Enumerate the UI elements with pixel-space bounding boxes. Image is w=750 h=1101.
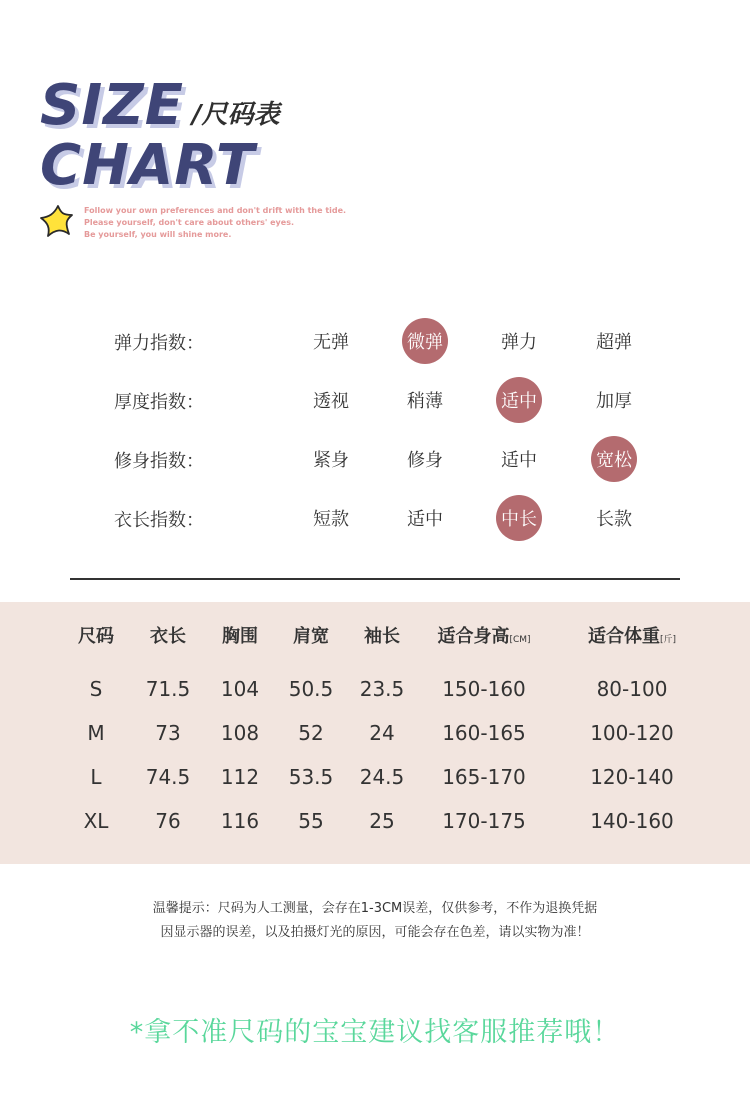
slogan-line-2: Please yourself, don't care about others' eyes. [84,218,294,227]
table-cell: 108 [220,721,260,745]
table-header-unit: [斤] [659,635,677,645]
slogan-line-3: Be yourself, you will shine more. [84,230,232,239]
table-cell: 100-120 [590,721,674,745]
table-cell: 24 [369,721,395,745]
table-header [437,622,530,648]
table-header-text: 肩宽 [293,626,329,647]
table-header [364,622,400,648]
table-cell: 73 [155,721,181,745]
index-row [0,495,750,541]
index-option: 弹力 [501,332,537,353]
index-option: 适中 [407,509,443,530]
table-header [222,622,258,648]
size-label: M [87,721,105,745]
table-header [78,622,114,648]
table-cell: 50.5 [288,677,334,701]
table-cell: 80-100 [596,677,668,701]
index-option: 无弹 [313,332,349,353]
table-cell: 52 [298,721,324,745]
table-cell: 112 [220,765,260,789]
size-label: XL [83,809,109,833]
table-cell: 116 [220,809,260,833]
index-option-selected: 中长 [496,495,542,541]
index-option: 稍薄 [407,391,443,412]
star-icon [38,204,78,240]
index-option: 修身 [407,450,443,471]
table-cell: 76 [155,809,181,833]
table-header [293,622,329,648]
measurement-note-line-2: 因显示器的误差，以及拍摄灯光的原因，可能会存在色差，请以实物为准！ [160,925,590,940]
index-label: 衣长指数： [114,510,204,531]
table-cell: 170-175 [442,809,526,833]
table-cell: 140-160 [590,809,674,833]
index-row [0,377,750,423]
index-label: 弹力指数： [114,333,204,354]
table-header-text: 尺码 [78,626,114,647]
table-cell: 55 [298,809,324,833]
table-cell: 74.5 [145,765,191,789]
index-option: 适中 [501,450,537,471]
index-option: 透视 [313,391,349,412]
page-title-cn: /尺码表 [192,100,280,130]
index-label: 厚度指数： [114,392,204,413]
index-row [0,436,750,482]
index-option: 加厚 [596,391,632,412]
table-header [588,622,676,648]
table-cell: 71.5 [145,677,191,701]
table-cell: 24.5 [359,765,405,789]
size-table [0,602,750,864]
customer-service-cta: *拿不准尺码的宝宝建议找客服推荐哦！ [129,1017,621,1048]
index-option: 紧身 [313,450,349,471]
table-cell: 165-170 [442,765,526,789]
table-cell: 120-140 [590,765,674,789]
table-header-text: 胸围 [222,626,258,647]
table-header-text: 适合身高 [437,626,510,647]
page-title-size: SIZE [40,73,185,138]
slogan-line-1: Follow your own preferences and don't drift with the tide. [84,206,347,215]
table-header-text: 适合体重 [587,626,660,647]
index-option: 超弹 [596,332,632,353]
index-option: 短款 [313,509,349,530]
index-option-selected: 微弹 [402,318,448,364]
measurement-note-line-1: 温馨提示：尺码为人工测量，会存在1-3CM误差，仅供参考，不作为退换凭据 [152,901,598,916]
table-cell: 25 [369,809,395,833]
table-header-text: 袖长 [364,626,400,647]
size-label: S [89,677,103,701]
table-cell: 150-160 [442,677,526,701]
index-label: 修身指数： [114,451,204,472]
table-header-unit: [CM] [509,635,531,645]
index-option: 长款 [596,509,632,530]
table-cell: 104 [220,677,260,701]
index-row [0,318,750,364]
table-header-text: 衣长 [150,626,186,647]
table-header [150,622,186,648]
index-option-selected: 适中 [496,377,542,423]
table-cell: 23.5 [359,677,405,701]
page-title-chart: CHART [40,133,256,198]
table-cell: 53.5 [288,765,334,789]
index-option-selected: 宽松 [591,436,637,482]
section-divider [70,578,680,580]
size-label: L [90,765,102,789]
table-cell: 160-165 [442,721,526,745]
